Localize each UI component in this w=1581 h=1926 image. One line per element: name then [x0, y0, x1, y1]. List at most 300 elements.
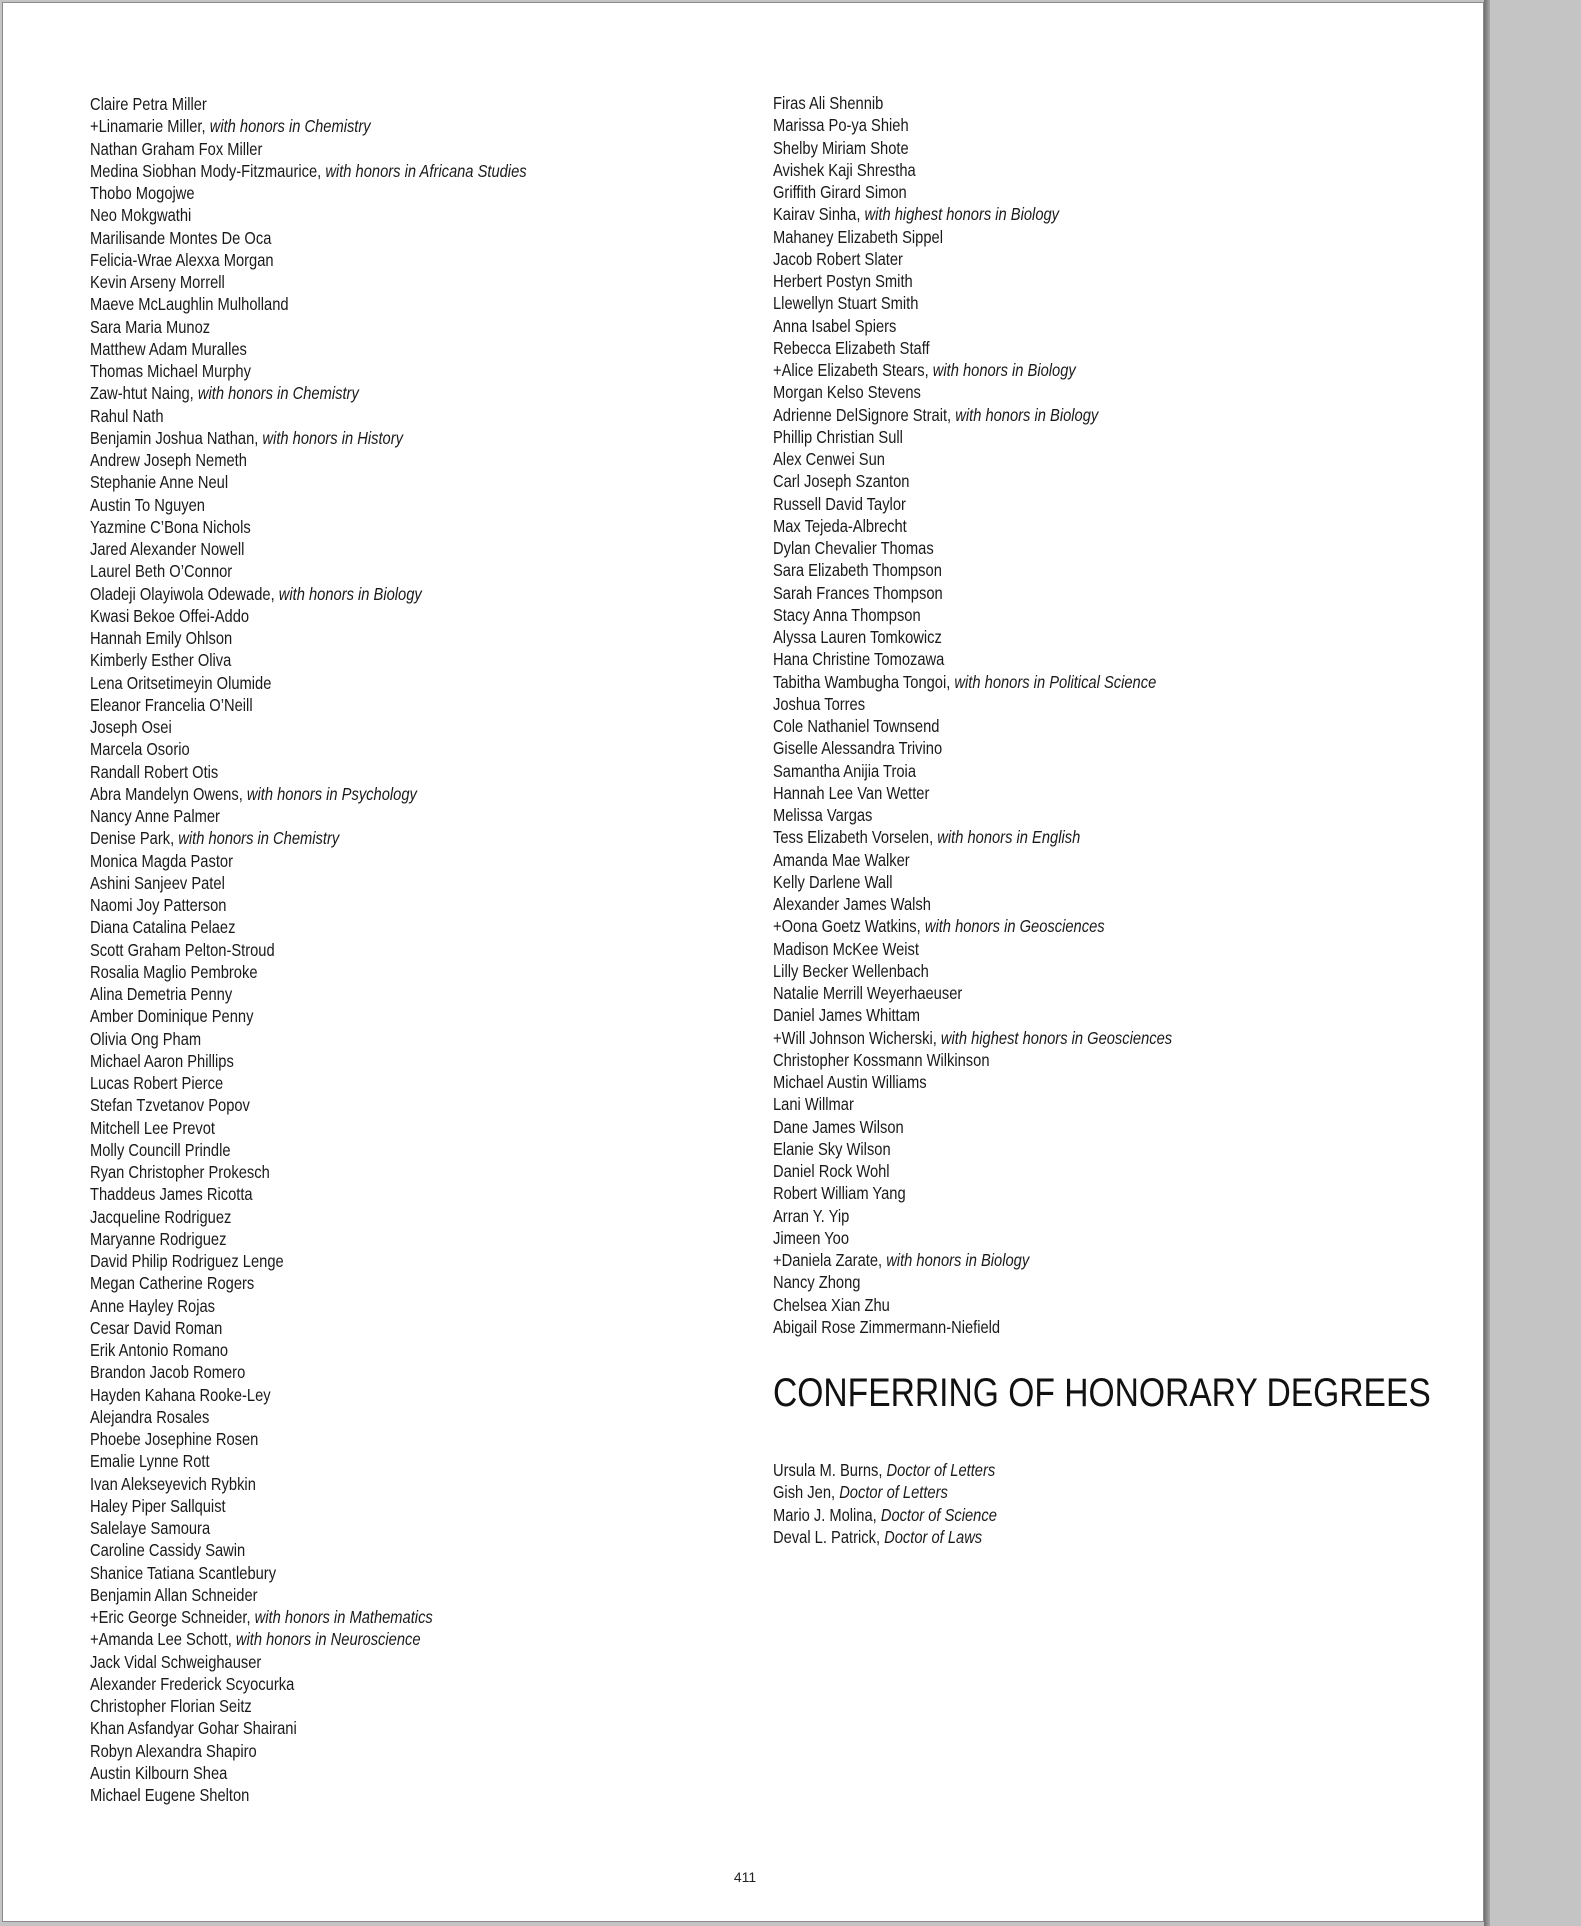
graduate-entry	[90, 1206, 527, 1228]
graduate-entry	[90, 560, 527, 582]
graduate-entry	[773, 92, 1172, 114]
person-name: Zaw-htut Naing	[90, 383, 190, 404]
graduate-entry	[773, 849, 1172, 871]
person-name: Alex Cenwei Sun	[773, 449, 885, 469]
graduate-entry: +Alice Elizabeth Stears, with honors in Biology	[773, 360, 1076, 380]
graduate-entry	[90, 961, 527, 983]
graduate-entry	[773, 559, 1172, 581]
person-name: Nancy Anne Palmer	[90, 806, 220, 826]
graduate-entry	[773, 1093, 1172, 1115]
graduate-list-right-column	[773, 92, 1248, 1338]
person-name: Marilisande Montes De Oca	[90, 227, 272, 248]
graduate-entry	[90, 1250, 527, 1272]
person-name: Mitchell Lee Prevot	[90, 1117, 216, 1138]
person-name: Abra Mandelyn Owens	[90, 783, 239, 804]
person-name: Dylan Chevalier Thomas	[773, 538, 934, 558]
graduate-entry	[90, 605, 527, 627]
graduate-entry	[90, 916, 527, 938]
person-name: Stefan Tzvetanov Popov	[90, 1095, 250, 1116]
person-name: Naomi Joy Patterson	[90, 895, 227, 915]
graduate-entry	[90, 983, 527, 1005]
graduate-entry	[773, 1294, 1172, 1316]
graduate-entry	[90, 1740, 527, 1762]
graduate-entry	[773, 1049, 1172, 1071]
person-name: Anna Isabel Spiers	[773, 315, 897, 336]
person-name: Arran Y. Yip	[773, 1205, 850, 1226]
person-name: Felicia-Wrae Alexxa Morgan	[90, 249, 274, 270]
person-name: Khan Asfandyar Gohar Shairani	[90, 1718, 297, 1739]
degree-title: Doctor of Science	[880, 1504, 997, 1525]
person-name: +Daniela Zarate	[773, 1250, 879, 1270]
graduate-entry	[90, 494, 527, 516]
graduate-entry	[773, 270, 1172, 292]
graduate-entry	[773, 626, 1172, 648]
person-name: Alyssa Lauren Tomkowicz	[773, 627, 942, 647]
graduate-entry	[90, 1272, 527, 1294]
person-name: Robyn Alexandra Shapiro	[90, 1740, 257, 1761]
graduate-entry	[90, 672, 527, 694]
graduate-entry	[773, 1004, 1172, 1026]
person-name: Stephanie Anne Neul	[90, 472, 229, 493]
graduate-entry	[773, 737, 1172, 759]
person-name: Marcela Osorio	[90, 739, 190, 760]
graduate-entry	[773, 470, 1172, 492]
person-name: Yazmine C’Bona Nichols	[90, 516, 251, 537]
graduate-entry	[90, 1762, 527, 1784]
person-name: Sarah Frances Thompson	[773, 582, 943, 603]
graduate-entry	[90, 649, 527, 671]
person-name: Gish Jen	[773, 1482, 832, 1503]
graduate-entry	[90, 538, 527, 560]
graduate-entry	[90, 1361, 527, 1383]
person-name: Alexander James Walsh	[773, 894, 931, 914]
graduate-entry	[90, 738, 527, 760]
person-name: Melissa Vargas	[773, 805, 873, 825]
graduate-entry: +Oona Goetz Watkins, with honors in Geosciences	[773, 916, 1105, 937]
degree-title: Doctor of Laws	[884, 1526, 983, 1547]
honors-note: with honors in Biology	[886, 1250, 1030, 1270]
graduate-entry	[90, 227, 527, 249]
honorary-degree-entry: Mario J. Molina, Doctor of Science	[773, 1504, 997, 1525]
graduate-entry	[773, 893, 1172, 915]
person-name: Molly Councill Prindle	[90, 1139, 231, 1160]
person-name: +Eric George Schneider	[90, 1607, 247, 1627]
person-name: Neo Mokgwathi	[90, 205, 192, 226]
graduate-entry: Adrienne DelSignore Strait, with honors in Biology	[773, 404, 1099, 425]
person-name: Salelaye Samoura	[90, 1518, 211, 1538]
person-name: Carl Joseph Szanton	[773, 471, 910, 492]
graduate-entry	[773, 315, 1172, 337]
graduate-entry: +Amanda Lee Schott, with honors in Neuroscience	[90, 1629, 421, 1650]
person-name: Joseph Osei	[90, 717, 172, 737]
honors-note: with highest honors in Geosciences	[940, 1027, 1173, 1048]
person-name: Matthew Adam Muralles	[90, 338, 247, 359]
graduate-entry	[773, 1205, 1172, 1227]
person-name: Phillip Christian Sull	[773, 426, 903, 447]
person-name: +Oona Goetz Watkins	[773, 916, 917, 937]
graduate-entry	[773, 1116, 1172, 1138]
graduate-entry	[90, 405, 527, 427]
graduate-entry	[773, 1227, 1172, 1249]
person-name: Lani Willmar	[773, 1094, 854, 1115]
graduate-entry	[90, 1473, 527, 1495]
person-name: Stacy Anna Thompson	[773, 604, 921, 625]
graduate-entry	[773, 1071, 1172, 1093]
graduate-entry	[773, 515, 1172, 537]
graduate-entry	[773, 693, 1172, 715]
person-name: Jack Vidal Schweighauser	[90, 1651, 262, 1672]
graduate-entry	[773, 1316, 1172, 1338]
person-name: Rosalia Maglio Pembroke	[90, 961, 258, 982]
person-name: Kevin Arseny Morrell	[90, 272, 225, 292]
person-name: Jimeen Yoo	[773, 1227, 850, 1248]
graduate-entry	[90, 204, 527, 226]
person-name: Adrienne DelSignore Strait	[773, 404, 948, 425]
person-name: Jacqueline Rodriguez	[90, 1206, 232, 1227]
person-name: Avishek Kaji Shrestha	[773, 159, 916, 180]
person-name: Monica Magda Pastor	[90, 850, 233, 871]
graduate-entry	[90, 182, 527, 204]
graduate-entry	[773, 292, 1172, 314]
graduate-entry	[90, 1717, 527, 1739]
person-name: Hana Christine Tomozawa	[773, 649, 945, 670]
person-name: Natalie Merrill Weyerhaeuser	[773, 983, 963, 1003]
graduate-entry: +Will Johnson Wicherski, with highest honors in Geosciences	[773, 1027, 1173, 1048]
person-name: Phoebe Josephine Rosen	[90, 1429, 259, 1449]
honors-note: with honors in Chemistry	[178, 828, 340, 849]
person-name: Giselle Alessandra Trivino	[773, 738, 943, 759]
graduate-entry	[90, 1005, 527, 1027]
person-name: Sara Elizabeth Thompson	[773, 560, 942, 581]
graduate-entry	[773, 760, 1172, 782]
graduate-entry	[90, 627, 527, 649]
graduate-entry	[773, 181, 1172, 203]
graduate-entry	[90, 316, 527, 338]
person-name: Hannah Lee Van Wetter	[773, 782, 930, 803]
graduate-entry: Benjamin Joshua Nathan, with honors in History	[90, 427, 403, 448]
graduate-entry	[773, 604, 1172, 626]
graduate-entry: +Eric George Schneider, with honors in Mathematics	[90, 1607, 433, 1627]
honors-note: with honors in Neuroscience	[235, 1629, 421, 1650]
graduate-entry	[773, 1182, 1172, 1204]
person-name: Shelby Miriam Shote	[773, 137, 909, 158]
person-name: David Philip Rodriguez Lenge	[90, 1251, 284, 1271]
graduate-entry	[90, 1384, 527, 1406]
person-name: Hayden Kahana Rooke-Ley	[90, 1384, 271, 1405]
person-name: Haley Piper Sallquist	[90, 1495, 226, 1516]
person-name: Max Tejeda-Albrecht	[773, 515, 907, 536]
graduate-entry	[90, 894, 527, 916]
graduate-entry	[90, 1517, 527, 1539]
graduate-entry	[90, 138, 527, 160]
graduate-entry: Tess Elizabeth Vorselen, with honors in English	[773, 827, 1081, 848]
graduate-entry	[90, 1339, 527, 1361]
person-name: Herbert Postyn Smith	[773, 271, 913, 291]
section-title: CONFERRING OF HONORARY DEGREES	[773, 1371, 1431, 1415]
graduate-entry	[773, 960, 1172, 982]
person-name: Kwasi Bekoe Offei-Addo	[90, 605, 250, 626]
graduate-entry	[90, 1050, 527, 1072]
person-name: Eleanor Francelia O’Neill	[90, 694, 253, 715]
person-name: Denise Park	[90, 828, 171, 849]
graduate-entry	[90, 1406, 527, 1428]
person-name: Robert William Yang	[773, 1183, 906, 1204]
person-name: Christopher Florian Seitz	[90, 1696, 252, 1716]
person-name: Brandon Jacob Romero	[90, 1362, 246, 1383]
graduate-entry	[90, 1295, 527, 1317]
person-name: Alejandra Rosales	[90, 1406, 210, 1427]
graduate-entry: Denise Park, with honors in Chemistry	[90, 828, 340, 849]
graduate-list-left-column	[90, 93, 610, 1806]
graduate-entry	[90, 1695, 527, 1717]
graduate-entry	[773, 381, 1172, 403]
graduate-entry	[773, 871, 1172, 893]
person-name: Erik Antonio Romano	[90, 1340, 229, 1360]
honors-note: with honors in Mathematics	[254, 1607, 433, 1627]
graduate-entry	[773, 582, 1172, 604]
person-name: Olivia Ong Pham	[90, 1028, 202, 1049]
person-name: Tabitha Wambugha Tongoi	[773, 671, 947, 692]
graduate-entry	[90, 1139, 527, 1161]
honors-note: with honors in Biology	[278, 583, 422, 604]
person-name: Cesar David Roman	[90, 1317, 223, 1338]
person-name: +Alice Elizabeth Stears	[773, 360, 925, 380]
graduate-entry	[773, 537, 1172, 559]
viewer-scroll-edge	[1484, 0, 1490, 1926]
person-name: Maryanne Rodriguez	[90, 1228, 227, 1249]
page-number: 411	[733, 1869, 757, 1885]
graduate-entry	[90, 1784, 527, 1806]
graduate-entry	[90, 1673, 527, 1695]
graduate-entry: Kairav Sinha, with highest honors in Biology	[773, 204, 1060, 225]
person-name: Austin To Nguyen	[90, 494, 205, 515]
graduate-entry	[90, 1317, 527, 1339]
honors-note: with honors in Psychology	[246, 783, 417, 804]
person-name: Amanda Mae Walker	[773, 849, 910, 870]
graduate-entry: Tabitha Wambugha Tongoi, with honors in Political Science	[773, 671, 1157, 692]
graduate-entry	[90, 1428, 527, 1450]
honors-note: with honors in Geosciences	[924, 916, 1105, 937]
person-name: +Linamarie Miller	[90, 116, 202, 137]
graduate-entry	[90, 850, 527, 872]
graduate-entry	[90, 471, 527, 493]
graduate-entry	[90, 1539, 527, 1561]
person-name: Megan Catherine Rogers	[90, 1273, 255, 1294]
person-name: Maeve McLaughlin Mulholland	[90, 294, 289, 315]
graduate-entry	[773, 648, 1172, 670]
graduate-entry	[90, 1161, 527, 1183]
graduate-entry	[773, 337, 1172, 359]
graduate-entry	[90, 1094, 527, 1116]
graduate-entry: +Daniela Zarate, with honors in Biology	[773, 1250, 1030, 1270]
person-name: Thobo Mogojwe	[90, 183, 195, 203]
person-name: Oladeji Olayiwola Odewade	[90, 583, 271, 604]
person-name: Sara Maria Munoz	[90, 316, 211, 337]
person-name: Lucas Robert Pierce	[90, 1073, 224, 1093]
person-name: Abigail Rose Zimmermann-Niefield	[773, 1316, 1001, 1337]
honors-note: with honors in Political Science	[954, 671, 1157, 692]
person-name: Rebecca Elizabeth Staff	[773, 337, 930, 358]
person-name: Lena Oritsetimeyin Olumide	[90, 672, 272, 693]
graduate-entry	[90, 716, 527, 738]
graduate-entry	[90, 1584, 527, 1606]
person-name: Dane James Wilson	[773, 1116, 904, 1137]
person-name: Benjamin Joshua Nathan	[90, 427, 255, 448]
honors-note: with honors in Chemistry	[197, 383, 359, 404]
graduate-entry	[90, 1450, 527, 1472]
honors-note: with honors in History	[262, 427, 403, 448]
person-name: Claire Petra Miller	[90, 94, 207, 114]
person-name: Michael Austin Williams	[773, 1072, 927, 1092]
graduate-entry	[90, 271, 527, 293]
graduate-entry	[90, 1562, 527, 1584]
graduate-entry: Abra Mandelyn Owens, with honors in Psychology	[90, 783, 417, 804]
graduate-entry	[90, 449, 527, 471]
graduate-entry	[773, 226, 1172, 248]
person-name: Chelsea Xian Zhu	[773, 1294, 890, 1315]
graduate-entry	[90, 1072, 527, 1094]
person-name: +Will Johnson Wicherski	[773, 1027, 933, 1048]
person-name: Diana Catalina Pelaez	[90, 917, 236, 938]
graduate-entry	[90, 1228, 527, 1250]
person-name: Nancy Zhong	[773, 1272, 861, 1293]
graduate-entry	[773, 493, 1172, 515]
graduate-entry: Oladeji Olayiwola Odewade, with honors in Biology	[90, 583, 422, 604]
honorary-degree-entry: Ursula M. Burns, Doctor of Letters	[773, 1460, 996, 1480]
person-name: Daniel Rock Wohl	[773, 1161, 890, 1181]
graduate-entry	[90, 694, 527, 716]
person-name: Joshua Torres	[773, 693, 866, 714]
honors-note: with honors in Biology	[955, 404, 1099, 425]
graduate-entry	[773, 114, 1172, 136]
graduate-entry	[90, 516, 527, 538]
graduate-entry	[773, 1271, 1172, 1293]
person-name: Ivan Alekseyevich Rybkin	[90, 1473, 256, 1494]
person-name: Madison McKee Weist	[773, 938, 919, 959]
person-name: Christopher Kossmann Wilkinson	[773, 1049, 990, 1070]
person-name: Kairav Sinha	[773, 204, 857, 225]
person-name: Benjamin Allan Schneider	[90, 1584, 258, 1605]
graduate-entry	[90, 360, 527, 382]
graduate-entry	[773, 804, 1172, 826]
person-name: Laurel Beth O’Connor	[90, 561, 233, 582]
graduate-entry	[773, 938, 1172, 960]
person-name: Randall Robert Otis	[90, 761, 219, 782]
graduate-entry: Medina Siobhan Mody-Fitzmaurice, with honors in Africana Studies	[90, 160, 527, 181]
person-name: Amber Dominique Penny	[90, 1006, 254, 1027]
graduate-entry: Zaw-htut Naing, with honors in Chemistry	[90, 383, 359, 404]
person-name: Ursula M. Burns	[773, 1460, 879, 1480]
person-name: Tess Elizabeth Vorselen	[773, 827, 930, 848]
graduate-entry	[773, 448, 1172, 470]
graduate-entry	[90, 1028, 527, 1050]
person-name: Medina Siobhan Mody-Fitzmaurice	[90, 160, 318, 181]
graduate-entry: +Linamarie Miller, with honors in Chemistry	[90, 116, 371, 137]
honors-note: with honors in Chemistry	[209, 116, 371, 137]
person-name: Anne Hayley Rojas	[90, 1295, 216, 1316]
person-name: Hannah Emily Ohlson	[90, 628, 233, 648]
honors-note: with honors in Biology	[932, 360, 1076, 380]
person-name: Jared Alexander Nowell	[90, 539, 245, 559]
person-name: Austin Kilbourn Shea	[90, 1762, 228, 1783]
person-name: Emalie Lynne Rott	[90, 1451, 210, 1472]
graduate-entry	[90, 1495, 527, 1517]
person-name: Samantha Anijia Troia	[773, 760, 917, 781]
honorary-degree-entry: Deval L. Patrick, Doctor of Laws	[773, 1526, 983, 1547]
honors-note: with highest honors in Biology	[864, 204, 1060, 225]
graduate-entry	[773, 715, 1172, 737]
graduate-entry	[90, 1183, 527, 1205]
degree-title: Doctor of Letters	[839, 1482, 948, 1503]
person-name: Thomas Michael Murphy	[90, 361, 251, 381]
person-name: Andrew Joseph Nemeth	[90, 450, 247, 470]
person-name: Caroline Cassidy Sawin	[90, 1540, 246, 1561]
graduate-entry	[90, 293, 527, 315]
graduate-entry	[90, 872, 527, 894]
graduate-entry	[773, 1138, 1172, 1160]
person-name: +Amanda Lee Schott	[90, 1629, 228, 1650]
person-name: Alexander Frederick Scyocurka	[90, 1673, 295, 1694]
person-name: Daniel James Whittam	[773, 1005, 921, 1026]
person-name: Michael Eugene Shelton	[90, 1785, 250, 1805]
graduate-entry	[773, 248, 1172, 270]
person-name: Scott Graham Pelton-Stroud	[90, 939, 275, 960]
person-name: Russell David Taylor	[773, 493, 906, 514]
person-name: Griffith Girard Simon	[773, 182, 907, 202]
person-name: Alina Demetria Penny	[90, 984, 233, 1004]
person-name: Thaddeus James Ricotta	[90, 1184, 253, 1205]
graduate-entry	[773, 982, 1172, 1004]
person-name: Llewellyn Stuart Smith	[773, 293, 919, 314]
graduate-entry	[90, 1117, 527, 1139]
graduate-entry	[90, 249, 527, 271]
graduate-entry	[90, 338, 527, 360]
graduate-entry	[90, 761, 527, 783]
person-name: Kimberly Esther Oliva	[90, 650, 232, 671]
honors-note: with honors in Africana Studies	[325, 160, 527, 181]
person-name: Nathan Graham Fox Miller	[90, 138, 263, 159]
person-name: Kelly Darlene Wall	[773, 871, 893, 892]
graduate-entry	[773, 782, 1172, 804]
graduate-entry	[90, 805, 527, 827]
graduate-entry	[773, 159, 1172, 181]
person-name: Elanie Sky Wilson	[773, 1138, 891, 1159]
graduate-entry	[773, 137, 1172, 159]
person-name: Deval L. Patrick	[773, 1526, 876, 1547]
person-name: Rahul Nath	[90, 405, 164, 426]
person-name: Firas Ali Shennib	[773, 93, 884, 113]
person-name: Morgan Kelso Stevens	[773, 382, 921, 403]
degree-title: Doctor of Letters	[886, 1460, 996, 1480]
person-name: Ryan Christopher Prokesch	[90, 1162, 270, 1182]
person-name: Ashini Sanjeev Patel	[90, 872, 225, 893]
person-name: Shanice Tatiana Scantlebury	[90, 1562, 277, 1583]
person-name: Jacob Robert Slater	[773, 248, 903, 269]
person-name: Cole Nathaniel Townsend	[773, 716, 940, 736]
person-name: Lilly Becker Wellenbach	[773, 960, 929, 981]
honorary-degree-entry: Gish Jen, Doctor of Letters	[773, 1482, 948, 1503]
honorary-degree-list	[773, 1459, 1040, 1548]
graduate-entry	[90, 93, 527, 115]
person-name: Mahaney Elizabeth Sippel	[773, 226, 943, 247]
graduate-entry	[90, 939, 527, 961]
document-page	[2, 2, 1484, 1922]
person-name: Michael Aaron Phillips	[90, 1050, 234, 1071]
graduate-entry	[773, 426, 1172, 448]
graduate-entry	[773, 1160, 1172, 1182]
person-name: Mario J. Molina	[773, 1504, 873, 1525]
person-name: Marissa Po-ya Shieh	[773, 115, 909, 136]
